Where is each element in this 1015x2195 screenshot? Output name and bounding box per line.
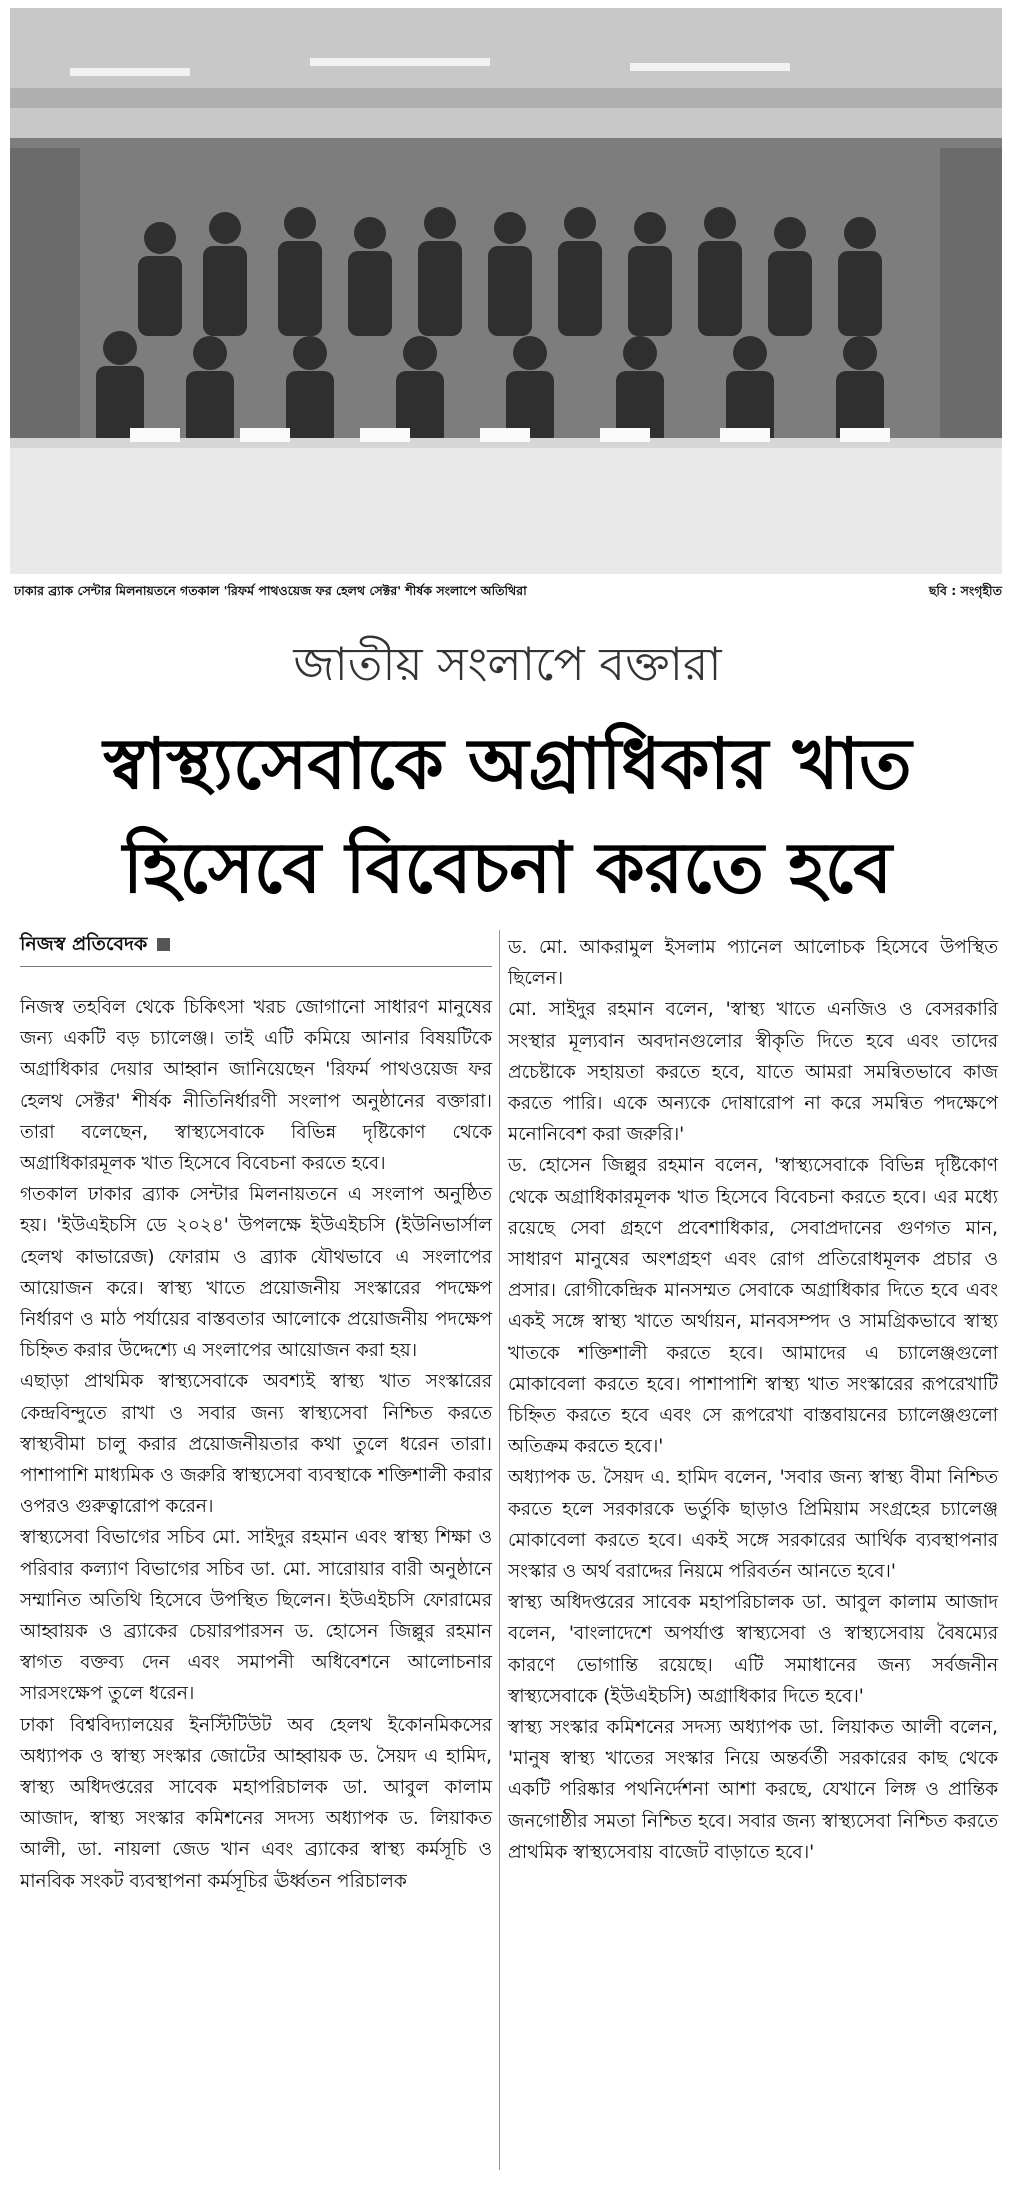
paragraph: ড. মো. আকরামুল ইসলাম প্যানেল আলোচক হিসেবে উপস্থিত ছিলেন। xyxy=(508,937,998,990)
byline-text: নিজস্ব প্রতিবেদক xyxy=(20,933,148,955)
article-headline: স্বাস্থ্যসেবাকে অগ্রাধিকার খাত হিসেবে বিবেচনা করতে হবে xyxy=(103,722,912,909)
photo-caption: ঢাকার ব্র্যাক সেন্টার মিলনায়তনে গতকাল 'রিফর্ম পাথওয়েজ ফর হেলথ সেক্টর' শীর্ষক সংলাপে অতিথিরা xyxy=(14,583,527,598)
article-column-right xyxy=(508,932,998,1868)
byline-rule xyxy=(20,966,492,967)
paragraph: মো. সাইদুর রহমান বলেন, 'স্বাস্থ্য খাতে এনজিও ও বেসরকারি সংস্থার মূল্যবান অবদানগুলোর স্বীকৃতি দিতে হবে এবং তাদের প্রচেষ্টাকে সহায়তা করতে হবে, যাতে আমরা সমন্বিতভাবে কাজ করতে পারি। একে অন্যকে দোষারোপ না করে সমন্বিত পদক্ষেপে মনোনিবেশ করা জরুরি।' xyxy=(508,999,998,1146)
paragraph: স্বাস্থ্যসেবা বিভাগের সচিব মো. সাইদুর রহমান এবং স্বাস্থ্য শিক্ষা ও পরিবার কল্যাণ বিভাগের সচিব ডা. মো. সারোয়ার বারী অনুষ্ঠানে সম্মানিত অতিথি হিসেবে উপস্থিত ছিলেন। ইউএইচসি ফোরামের আহ্বায়ক ও ব্র্যাকের চেয়ারপারসন ড. হোসেন জিল্লুর রহমান স্বাগত বক্তব্য দেন এবং সমাপনী অধিবেশনে আলোচনার সারসংক্ষেপ তুলে ধরেন। xyxy=(20,1527,492,1705)
paragraph: স্বাস্থ্য অধিদপ্তরের সাবেক মহাপরিচালক ডা. আবুল কালাম আজাদ বলেন, 'বাংলাদেশে অপর্যাপ্ত স্বাস্থ্যসেবা ও স্বাস্থ্যসেবায় বৈষম্যের কারণে ভোগান্তি রয়েছে। এটি সমাধানের জন্য সর্বজনীন স্বাস্থ্যসেবাকে (ইউএইচসি) অগ্রাধিকার দিতে হবে।' xyxy=(508,1592,998,1707)
group-photo-conference-illustration xyxy=(10,8,1002,574)
photo-credit: ছবি : সংগৃহীত xyxy=(928,583,1002,598)
article-byline xyxy=(20,930,170,962)
article-column-left xyxy=(20,992,492,1897)
byline-square-icon xyxy=(157,938,170,951)
photo-caption-row xyxy=(14,580,1002,604)
paragraph: স্বাস্থ্য সংস্কার কমিশনের সদস্য অধ্যাপক ডা. লিয়াকত আলী বলেন, 'মানুষ স্বাস্থ্য খাতের সংস্কার নিয়ে অন্তর্বর্তী সরকারের কাছ থেকে একটি পরিষ্কার পথনির্দেশনা আশা করছে, যেখানে লিঙ্গ ও প্রান্তিক জনগোষ্ঠীর সমতা নিশ্চিত হবে। সবার জন্য স্বাস্থ্যসেবা নিশ্চিত করতে প্রাথমিক স্বাস্থ্যসেবায় বাজেট বাড়াতে হবে।' xyxy=(508,1717,998,1863)
paragraph: নিজস্ব তহবিল থেকে চিকিৎসা খরচ জোগানো সাধারণ মানুষের জন্য একটি বড় চ্যালেঞ্জ। তাই এটি কমিয়ে আনার বিষয়টিকে অগ্রাধিকার দেয়ার আহ্বান জানিয়েছেন 'রিফর্ম পাথওয়েজ ফর হেলথ সেক্টর' শীর্ষক নীতিনির্ধারণী সংলাপ অনুষ্ঠানের বক্তারা। তারা বলেছেন, স্বাস্থ্যসেবাকে বিভিন্ন দৃষ্টিকোণ থেকে অগ্রাধিকারমূলক খাত হিসেবে বিবেচনা করতে হবে। xyxy=(20,997,492,1175)
paragraph: এছাড়া প্রাথমিক স্বাস্থ্যসেবাকে অবশ্যই স্বাস্থ্য খাত সংস্কারের কেন্দ্রবিন্দুতে রাখা ও সবার জন্য স্বাস্থ্যসেবা নিশ্চিত করতে স্বাস্থ্যবীমা চালু করার প্রয়োজনীয়তার কথা তুলে ধরেন তারা। পাশাপাশি মাধ্যমিক ও জরুরি স্বাস্থ্যসেবা ব্যবস্থাকে শক্তিশালী করার ওপরও গুরুত্বারোপ করেন। xyxy=(20,1371,492,1518)
paragraph: গতকাল ঢাকার ব্র্যাক সেন্টার মিলনায়তনে এ সংলাপ অনুষ্ঠিত হয়। 'ইউএইচসি ডে ২০২৪' উপলক্ষে ইউএইচসি (ইউনিভার্সাল হেলথ কাভারেজ) ফোরাম ও ব্র্যাক যৌথভাবে এ সংলাপের আয়োজন করে। স্বাস্থ্য খাতে প্রয়োজনীয় সংস্কারের পদক্ষেপ নির্ধারণ ও মাঠ পর্যায়ের বাস্তবতার আলোকে প্রয়োজনীয় পদক্ষেপ চিহ্নিত করার উদ্দেশ্যে এ সংলাপের আয়োজন করা হয়। xyxy=(20,1184,492,1362)
article-photo xyxy=(10,8,1002,574)
paragraph: অধ্যাপক ড. সৈয়দ এ. হামিদ বলেন, 'সবার জন্য স্বাস্থ্য বীমা নিশ্চিত করতে হলে সরকারকে ভর্তুকি ছাড়াও প্রিমিয়াম সংগ্রহের চ্যালেঞ্জ মোকাবেলা করতে হবে। একই সঙ্গে সরকারের আর্থিক ব্যবস্থাপনার সংস্কার ও অর্থ বরাদ্দের নিয়মে পরিবর্তন আনতে হবে।' xyxy=(508,1467,998,1583)
paragraph: ড. হোসেন জিল্লুর রহমান বলেন, 'স্বাস্থ্যসেবাকে বিভিন্ন দৃষ্টিকোণ থেকে অগ্রাধিকারমূলক খাত হিসেবে বিবেচনা করতে হবে। এর মধ্যে রয়েছে সেবা গ্রহণে প্রবেশাধিকার, সেবাপ্রদানের গুণগত মান, সাধারণ মানুষের অংশগ্রহণ এবং রোগ প্রতিরোধমূলক প্রচার ও প্রসার। রোগীকেন্দ্রিক মানসম্মত সেবাকে অগ্রাধিকার দিতে হবে এবং একই সঙ্গে স্বাস্থ্য খাতে অর্থায়ন, মানবসম্পদ ও সামগ্রিকভাবে স্বাস্থ্য খাতকে শক্তিশালী করতে হবে। আমাদের এ চ্যালেঞ্জগুলো মোকাবেলা করতে হবে। পাশাপাশি স্বাস্থ্য খাত সংস্কারের রূপরেখাটি চিহ্নিত করতে হবে এবং সে রূপরেখা বাস্তবায়নের চ্যালেঞ্জগুলো অতিক্রম করতে হবে।' xyxy=(508,1155,998,1458)
column-divider xyxy=(499,930,500,2170)
article-kicker: জাতীয় সংলাপে বক্তারা xyxy=(293,637,722,691)
paragraph: ঢাকা বিশ্ববিদ্যালয়ের ইনস্টিটিউট অব হেলথ ইকোনমিকসের অধ্যাপক ও স্বাস্থ্য সংস্কার জোটের আহ্বায়ক ড. সৈয়দ এ হামিদ, স্বাস্থ্য অধিদপ্তরের সাবেক মহাপরিচালক ডা. আবুল কালাম আজাদ, স্বাস্থ্য সংস্কার কমিশনের সদস্য অধ্যাপক ড. লিয়াকত আলী, ডা. নায়লা জেড খান এবং ব্র্যাকের স্বাস্থ্য কর্মসূচি ও মানবিক সংকট ব্যবস্থাপনা কর্মসূচির ঊর্ধ্বতন পরিচালক xyxy=(20,1714,492,1892)
